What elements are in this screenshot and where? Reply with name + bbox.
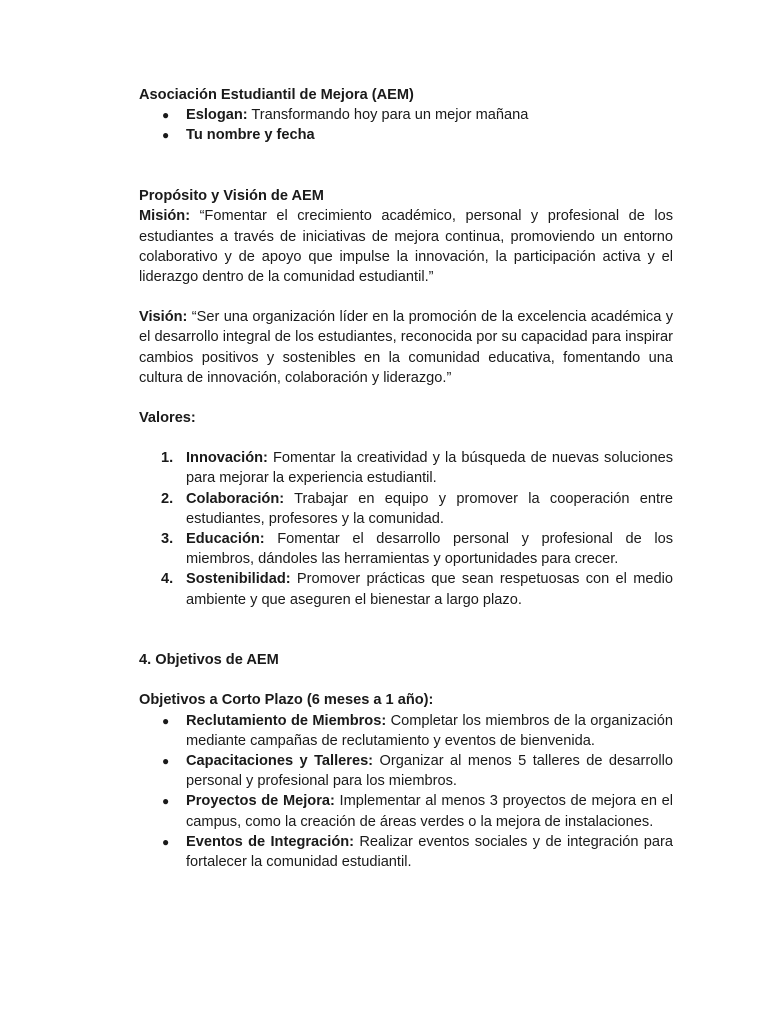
list-item: [139, 125, 673, 145]
list-item: [139, 711, 673, 751]
objective-label: Proyectos de Mejora:: [186, 793, 335, 810]
objective-text: Completar los miembros de la organización mediante campañas de reclutamiento y eventos de bienvenida.: [186, 712, 673, 749]
objective-text: Implementar al menos 3 proyectos de mejora en el campus, como la creación de áreas verdes o la mejora de instalaciones.: [186, 793, 673, 830]
list-item: [139, 105, 673, 125]
list-number: 4.: [161, 571, 174, 588]
list-item: [139, 791, 673, 831]
mission-paragraph: [139, 206, 673, 287]
list-item: [139, 751, 673, 791]
slogan-label: Eslogan:: [186, 107, 248, 124]
short-term-heading: Objetivos a Corto Plazo (6 meses a 1 año):: [139, 692, 434, 709]
list-item: [139, 569, 673, 609]
bullet-icon: ●: [162, 108, 170, 123]
name-date-label: Tu nombre y fecha: [186, 127, 315, 144]
mission-label: Misión:: [139, 208, 191, 225]
list-item: [139, 529, 673, 569]
value-label: Innovación:: [186, 450, 268, 467]
objective-label: Eventos de Integración:: [186, 833, 355, 850]
objectives-list: [139, 711, 673, 873]
objective-label: Capacitaciones y Talleres:: [186, 753, 374, 770]
value-label: Colaboración:: [186, 490, 285, 507]
list-item: [139, 832, 673, 872]
values-list: [139, 448, 673, 610]
bullet-icon: ●: [162, 834, 170, 849]
bullet-icon: ●: [162, 713, 170, 728]
mission-text: “Fomentar el crecimiento académico, personal y profesional de los estudiantes a través de iniciativas de mejora continua, promoviendo un entorno colaborativo y de apoyo que impulse la innovación, la participación activa y el liderazgo dentro de la comunidad estudiantil.”: [139, 208, 673, 285]
document-title: Asociación Estudiantil de Mejora (AEM): [139, 87, 414, 103]
value-text: Fomentar el desarrollo personal y profesional de los miembros, dándoles las herramientas y oportunidades para crecer.: [186, 530, 673, 568]
header-bullet-list: [139, 105, 673, 145]
list-number: 1.: [161, 450, 174, 467]
value-text: Trabajar en equipo y promover la cooperación entre estudiantes, profesores y la comunidad.: [186, 490, 673, 527]
vision-text: “Ser una organización líder en la promoción de la excelencia académica y el desarrollo integral de los estudiantes, reconocida por su capacidad para inspirar cambios positivos y sostenibles en la comunidad educativa, fomentando una cultura de innovación, colaboración y liderazgo.”: [139, 309, 673, 386]
vision-paragraph: [139, 307, 673, 388]
list-number: 3.: [161, 530, 174, 547]
values-heading: Valores:: [139, 409, 196, 426]
bullet-icon: ●: [162, 794, 170, 809]
value-label: Sostenibilidad:: [186, 571, 291, 588]
purpose-heading: Propósito y Visión de AEM: [139, 188, 324, 205]
bullet-icon: ●: [162, 128, 170, 143]
objective-text: Realizar eventos sociales y de integración para fortalecer la comunidad estudiantil.: [186, 833, 673, 871]
value-label: Educación:: [186, 530, 265, 547]
list-number: 2.: [161, 490, 174, 507]
document-page: [139, 85, 673, 872]
vision-label: Visión:: [139, 309, 188, 326]
objective-label: Reclutamiento de Miembros:: [186, 712, 387, 729]
objectives-heading: 4. Objetivos de AEM: [139, 652, 279, 669]
slogan-text: Transformando hoy para un mejor mañana: [247, 107, 529, 124]
objective-text: Organizar al menos 5 talleres de desarrollo personal y profesional para los miembros.: [186, 753, 673, 790]
value-text: Fomentar la creatividad y la búsqueda de nuevas soluciones para mejorar la experiencia estudiantil.: [186, 450, 673, 487]
bullet-icon: ●: [162, 754, 170, 769]
list-item: [139, 448, 673, 488]
list-item: [139, 489, 673, 529]
value-text: Promover prácticas que sean respetuosas con el medio ambiente y que aseguren el bienestar a largo plazo.: [186, 571, 673, 608]
